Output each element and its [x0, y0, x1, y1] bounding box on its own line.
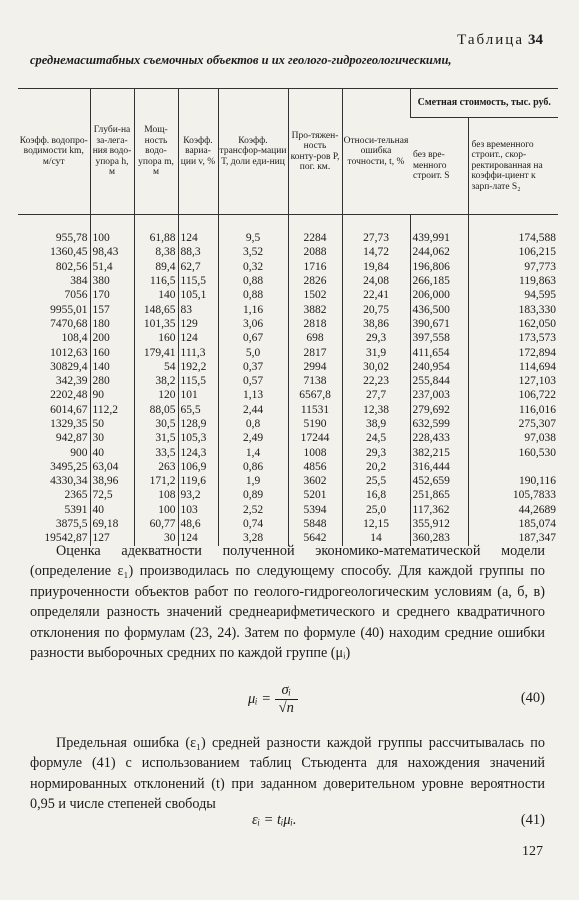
table-row [18, 403, 558, 417]
cell-variation: 192,2 [178, 360, 218, 374]
cell-cost-s2: 190,116 [468, 474, 558, 488]
cell-contour-length: 2818 [288, 317, 342, 331]
cell-thickness: 179,41 [134, 345, 178, 359]
cell-variation: 115,5 [178, 274, 218, 288]
cell-depth: 63,04 [90, 460, 134, 474]
cell-relative-error: 31,9 [342, 345, 410, 359]
cell-variation: 124 [178, 531, 218, 545]
cell-contour-length: 5394 [288, 503, 342, 517]
cell-contour-length: 5642 [288, 531, 342, 545]
cell-relative-error: 22,41 [342, 288, 410, 302]
table-row [18, 431, 558, 445]
cell-thickness: 38,2 [134, 374, 178, 388]
cell-contour-length: 4856 [288, 460, 342, 474]
cell-cost-s2: 106,215 [468, 245, 558, 259]
cell-depth: 69,18 [90, 517, 134, 531]
cell-cost-s2: 275,307 [468, 417, 558, 431]
col-header-transmissivity: Коэфф. водопро-водимости km, м/сут [18, 89, 90, 215]
cell-contour-length: 2994 [288, 360, 342, 374]
cell-transmissivity: 7056 [64, 289, 88, 302]
cell-transform-coef: 0,88 [218, 274, 288, 288]
cell-depth: 160 [90, 345, 134, 359]
table-row [18, 231, 558, 245]
cell-cost-s: 244,062 [410, 245, 468, 259]
cell-thickness: 61,88 [134, 231, 178, 245]
cell-cost-s: 382,215 [410, 445, 468, 459]
cell-transform-coef: 0,74 [218, 517, 288, 531]
cell-thickness: 108 [134, 488, 178, 502]
cell-relative-error: 29,3 [342, 331, 410, 345]
cell-relative-error: 14,72 [342, 245, 410, 259]
cell-cost-s: 397,558 [410, 331, 468, 345]
cell-cost-s2: 162,050 [468, 317, 558, 331]
cell-thickness: 8,38 [134, 245, 178, 259]
cell-transform-coef: 3,06 [218, 317, 288, 331]
cell-relative-error: 20,2 [342, 460, 410, 474]
cell-variation: 115,5 [178, 374, 218, 388]
table-number: 34 [528, 32, 543, 48]
cell-transmissivity: 9955,01 [50, 303, 88, 316]
cell-thickness: 148,65 [134, 302, 178, 316]
cell-thickness: 120 [134, 388, 178, 402]
cell-cost-s: 452,659 [410, 474, 468, 488]
cell-variation: 88,3 [178, 245, 218, 259]
table-row [18, 288, 558, 302]
paragraph-1 [30, 541, 545, 663]
cell-transmissivity: 1360,45 [50, 246, 88, 259]
cell-depth: 40 [90, 503, 134, 517]
cell-contour-length: 17244 [288, 431, 342, 445]
cell-relative-error: 38,86 [342, 317, 410, 331]
cell-cost-s2: 185,074 [468, 517, 558, 531]
cell-depth: 170 [90, 288, 134, 302]
cell-cost-s: 439,991 [410, 231, 468, 245]
cell-cost-s2: 119,863 [468, 274, 558, 288]
cell-thickness: 31,5 [134, 431, 178, 445]
cell-transform-coef: 1,13 [218, 388, 288, 402]
table-row [18, 503, 558, 517]
cell-transform-coef: 0,8 [218, 417, 288, 431]
cell-contour-length: 7138 [288, 374, 342, 388]
cell-variation: 129 [178, 317, 218, 331]
cell-cost-s2: 187,347 [468, 531, 558, 545]
formula-40-lhs: μᵢ = [248, 690, 271, 707]
cell-variation: 124,3 [178, 445, 218, 459]
cell-contour-length: 5848 [288, 517, 342, 531]
cell-contour-length: 6567,8 [288, 388, 342, 402]
formula-40-denominator: √n [278, 700, 294, 716]
paragraph-1-text: Оценка адекватности полученной экономико-математической модели (определение ε₁) производилась по следующему способу. Для каждой группы по приуроченности объектов работ по геолого-гидрогеологическим условиям (а, б, в) определяли разность значений среднеарифметического и среднего квадратичного отклонения по формулам (23, 24). Затем по формуле (40) находим средние ошибки разности выборочных средних по каждой группе (μᵢ) [30, 543, 545, 662]
cell-cost-s2: 44,2689 [468, 503, 558, 517]
col-header-contour-length: Про-тяжен-ность конту-ров Р, пог. км. [288, 89, 342, 215]
table-row [18, 245, 558, 259]
table-row [18, 317, 558, 331]
table-spacer-row [18, 215, 558, 232]
col-header-depth: Глуби-на за-лега-ния водо-упора h, м [90, 89, 134, 215]
col-header-cost-s: без вре-менного строит. S [410, 118, 468, 215]
cell-relative-error: 20,75 [342, 302, 410, 316]
cell-transform-coef: 1,16 [218, 302, 288, 316]
col-header-thickness: Мощ-ность водо-упора m, м [134, 89, 178, 215]
cell-cost-s2: 160,530 [468, 445, 558, 459]
cell-transform-coef: 1,4 [218, 445, 288, 459]
cell-depth: 38,96 [90, 474, 134, 488]
table-row [18, 417, 558, 431]
table-body [18, 215, 558, 546]
cell-transmissivity: 384 [70, 275, 88, 288]
cell-contour-length: 1716 [288, 260, 342, 274]
cell-thickness: 60,77 [134, 517, 178, 531]
cell-cost-s: 117,362 [410, 503, 468, 517]
cell-thickness: 116,5 [134, 274, 178, 288]
cell-depth: 51,4 [90, 260, 134, 274]
cell-depth: 100 [90, 231, 134, 245]
cell-transmissivity: 2202,48 [50, 389, 88, 402]
cell-variation: 65,5 [178, 403, 218, 417]
cell-depth: 280 [90, 374, 134, 388]
table-row [18, 345, 558, 359]
cell-transmissivity: 7470,68 [50, 317, 88, 330]
cell-cost-s2: 105,7833 [468, 488, 558, 502]
cell-transmissivity: 19542,87 [44, 532, 88, 545]
cell-transform-coef: 0,89 [218, 488, 288, 502]
cell-variation: 83 [178, 302, 218, 316]
cell-contour-length: 2817 [288, 345, 342, 359]
cell-transmissivity: 4330,34 [50, 475, 88, 488]
cell-transform-coef: 5,0 [218, 345, 288, 359]
cell-variation: 119,6 [178, 474, 218, 488]
equation-number-41: (41) [520, 812, 545, 828]
table-label [457, 32, 543, 49]
cell-cost-s2: 172,894 [468, 345, 558, 359]
cell-cost-s: 251,865 [410, 488, 468, 502]
table-row [18, 260, 558, 274]
cell-variation: 62,7 [178, 260, 218, 274]
cell-variation: 93,2 [178, 488, 218, 502]
data-table [18, 88, 558, 546]
cell-transmissivity: 1012,63 [50, 346, 88, 359]
cell-depth: 30 [90, 431, 134, 445]
cell-depth: 72,5 [90, 488, 134, 502]
cell-cost-s: 206,000 [410, 288, 468, 302]
cell-relative-error: 24,08 [342, 274, 410, 288]
cell-transmissivity: 3875,5 [55, 518, 88, 531]
cell-depth: 380 [90, 274, 134, 288]
cell-transform-coef: 9,5 [218, 231, 288, 245]
cell-contour-length: 2284 [288, 231, 342, 245]
cell-cost-s2: 114,694 [468, 360, 558, 374]
cell-contour-length: 2088 [288, 245, 342, 259]
cell-contour-length: 11531 [288, 403, 342, 417]
cell-relative-error: 27,7 [342, 388, 410, 402]
cell-depth: 200 [90, 331, 134, 345]
cell-thickness: 88,05 [134, 403, 178, 417]
cell-transform-coef: 0,67 [218, 331, 288, 345]
table-caption: среднемасштабных съемочных объектов и их геолого-гидрогеологическими, [30, 53, 452, 67]
cell-contour-length: 1008 [288, 445, 342, 459]
cell-transmissivity: 900 [70, 446, 88, 459]
cell-thickness: 30,5 [134, 417, 178, 431]
cell-variation: 48,6 [178, 517, 218, 531]
cell-transmissivity: 108,4 [61, 332, 88, 345]
formula-40-numerator: σᵢ [275, 682, 298, 700]
cell-cost-s2: 116,016 [468, 403, 558, 417]
cell-transform-coef: 0,88 [218, 288, 288, 302]
cell-contour-length: 3882 [288, 302, 342, 316]
cell-depth: 127 [90, 531, 134, 545]
cell-depth: 50 [90, 417, 134, 431]
cell-relative-error: 29,3 [342, 445, 410, 459]
cell-transform-coef: 0,37 [218, 360, 288, 374]
cell-cost-s2: 173,573 [468, 331, 558, 345]
formula-41: εᵢ = tᵢμᵢ. [252, 812, 297, 828]
cell-variation: 124 [178, 231, 218, 245]
cell-transmissivity: 342,39 [55, 375, 88, 388]
cell-depth: 90 [90, 388, 134, 402]
cell-depth: 98,43 [90, 245, 134, 259]
cell-transform-coef: 0,32 [218, 260, 288, 274]
cell-cost-s: 196,806 [410, 260, 468, 274]
cell-transmissivity: 6014,67 [50, 403, 88, 416]
cell-contour-length: 5190 [288, 417, 342, 431]
page-number: 127 [522, 844, 543, 859]
paragraph-2 [30, 733, 545, 815]
cell-relative-error: 24,5 [342, 431, 410, 445]
cell-thickness: 171,2 [134, 474, 178, 488]
cell-relative-error: 38,9 [342, 417, 410, 431]
col-header-transform-coef: Коэфф. трансфор-мации Т, доли еди-ниц [218, 89, 288, 215]
cell-thickness: 160 [134, 331, 178, 345]
cell-transmissivity: 2365 [64, 489, 88, 502]
equation-number-40: (40) [520, 690, 545, 706]
cell-relative-error: 25,0 [342, 503, 410, 517]
cell-transmissivity: 802,56 [55, 260, 88, 273]
cell-cost-s: 436,500 [410, 302, 468, 316]
cell-thickness: 140 [134, 288, 178, 302]
cell-relative-error: 19,84 [342, 260, 410, 274]
cell-transform-coef: 3,28 [218, 531, 288, 545]
cell-depth: 112,2 [90, 403, 134, 417]
cell-depth: 140 [90, 360, 134, 374]
cell-transmissivity: 30829,4 [50, 360, 88, 373]
cell-transmissivity: 3495,25 [50, 460, 88, 473]
table-row [18, 445, 558, 459]
cell-cost-s2: 127,103 [468, 374, 558, 388]
cell-cost-s: 390,671 [410, 317, 468, 331]
cell-depth: 157 [90, 302, 134, 316]
cell-thickness: 33,5 [134, 445, 178, 459]
cell-cost-s: 355,912 [410, 517, 468, 531]
cell-variation: 101 [178, 388, 218, 402]
col-header-cost-s2: без временного строит., скор-ректированная на коэффи-циент к зарп-лате S₂ [468, 118, 558, 215]
cell-transform-coef: 0,86 [218, 460, 288, 474]
cell-transform-coef: 2,52 [218, 503, 288, 517]
cell-cost-s: 255,844 [410, 374, 468, 388]
table-row [18, 460, 558, 474]
cell-relative-error: 12,38 [342, 403, 410, 417]
cell-variation: 105,3 [178, 431, 218, 445]
cell-transmissivity: 955,78 [55, 232, 88, 245]
cell-contour-length: 1502 [288, 288, 342, 302]
cell-transform-coef: 0,57 [218, 374, 288, 388]
cell-cost-s2: 97,773 [468, 260, 558, 274]
cell-contour-length: 2826 [288, 274, 342, 288]
cell-variation: 124 [178, 331, 218, 345]
cell-relative-error: 27,73 [342, 231, 410, 245]
cell-depth: 180 [90, 317, 134, 331]
cell-cost-s: 411,654 [410, 345, 468, 359]
col-header-variation: Коэфф. вариа-ции v, % [178, 89, 218, 215]
cell-contour-length: 3602 [288, 474, 342, 488]
table-row [18, 488, 558, 502]
formula-40-fraction [275, 682, 298, 717]
table-row [18, 302, 558, 316]
cell-thickness: 101,35 [134, 317, 178, 331]
cell-variation: 111,3 [178, 345, 218, 359]
cell-thickness: 89,4 [134, 260, 178, 274]
table-label-text: Таблица [457, 32, 524, 48]
table-row [18, 274, 558, 288]
cell-cost-s: 316,444 [410, 460, 468, 474]
table-row [18, 360, 558, 374]
table-row [18, 474, 558, 488]
cell-cost-s: 237,003 [410, 388, 468, 402]
cell-variation: 128,9 [178, 417, 218, 431]
table-row [18, 331, 558, 345]
cell-relative-error: 16,8 [342, 488, 410, 502]
paragraph-2-text: Предельная ошибка (ε₁) средней разности каждой группы рассчитывалась по формуле (41) с использованием таблиц Стьюдента для нахождения значений нормированных отклонений (t) при заданном доверительном уровне вероятности 0,95 и числе степеней свободы [30, 735, 545, 813]
cell-cost-s2: 174,588 [468, 231, 558, 245]
cell-transform-coef: 3,52 [218, 245, 288, 259]
cell-cost-s2: 106,722 [468, 388, 558, 402]
cell-relative-error: 14 [342, 531, 410, 545]
cell-depth: 40 [90, 445, 134, 459]
cell-cost-s2 [468, 460, 558, 474]
cell-thickness: 30 [134, 531, 178, 545]
cell-thickness: 100 [134, 503, 178, 517]
table-row [18, 517, 558, 531]
cell-cost-s: 266,185 [410, 274, 468, 288]
cell-contour-length: 5201 [288, 488, 342, 502]
table-row [18, 388, 558, 402]
cell-variation: 106,9 [178, 460, 218, 474]
cell-relative-error: 30,02 [342, 360, 410, 374]
cell-thickness: 263 [134, 460, 178, 474]
cell-variation: 103 [178, 503, 218, 517]
formula-40 [248, 682, 298, 717]
cell-cost-s: 360,283 [410, 531, 468, 545]
cell-transform-coef: 2,44 [218, 403, 288, 417]
cell-transform-coef: 2,49 [218, 431, 288, 445]
cell-cost-s: 240,954 [410, 360, 468, 374]
cell-transmissivity: 1329,35 [50, 418, 88, 430]
cell-cost-s: 632,599 [410, 417, 468, 431]
cell-cost-s: 228,433 [410, 431, 468, 445]
col-header-cost-group: Сметная стоимость, тыс. руб. [410, 89, 558, 118]
col-header-relative-error: Относи-тельная ошибка точности, t, % [342, 89, 410, 215]
cell-transmissivity: 942,87 [55, 432, 88, 445]
cell-relative-error: 22,23 [342, 374, 410, 388]
cell-transmissivity: 5391 [64, 503, 88, 516]
cell-contour-length: 698 [288, 331, 342, 345]
cell-cost-s2: 183,330 [468, 302, 558, 316]
cell-variation: 105,1 [178, 288, 218, 302]
cell-relative-error: 25,5 [342, 474, 410, 488]
cell-thickness: 54 [134, 360, 178, 374]
cell-cost-s: 279,692 [410, 403, 468, 417]
cell-cost-s2: 94,595 [468, 288, 558, 302]
cell-cost-s2: 97,038 [468, 431, 558, 445]
cell-transform-coef: 1,9 [218, 474, 288, 488]
cell-relative-error: 12,15 [342, 517, 410, 531]
table-row [18, 374, 558, 388]
